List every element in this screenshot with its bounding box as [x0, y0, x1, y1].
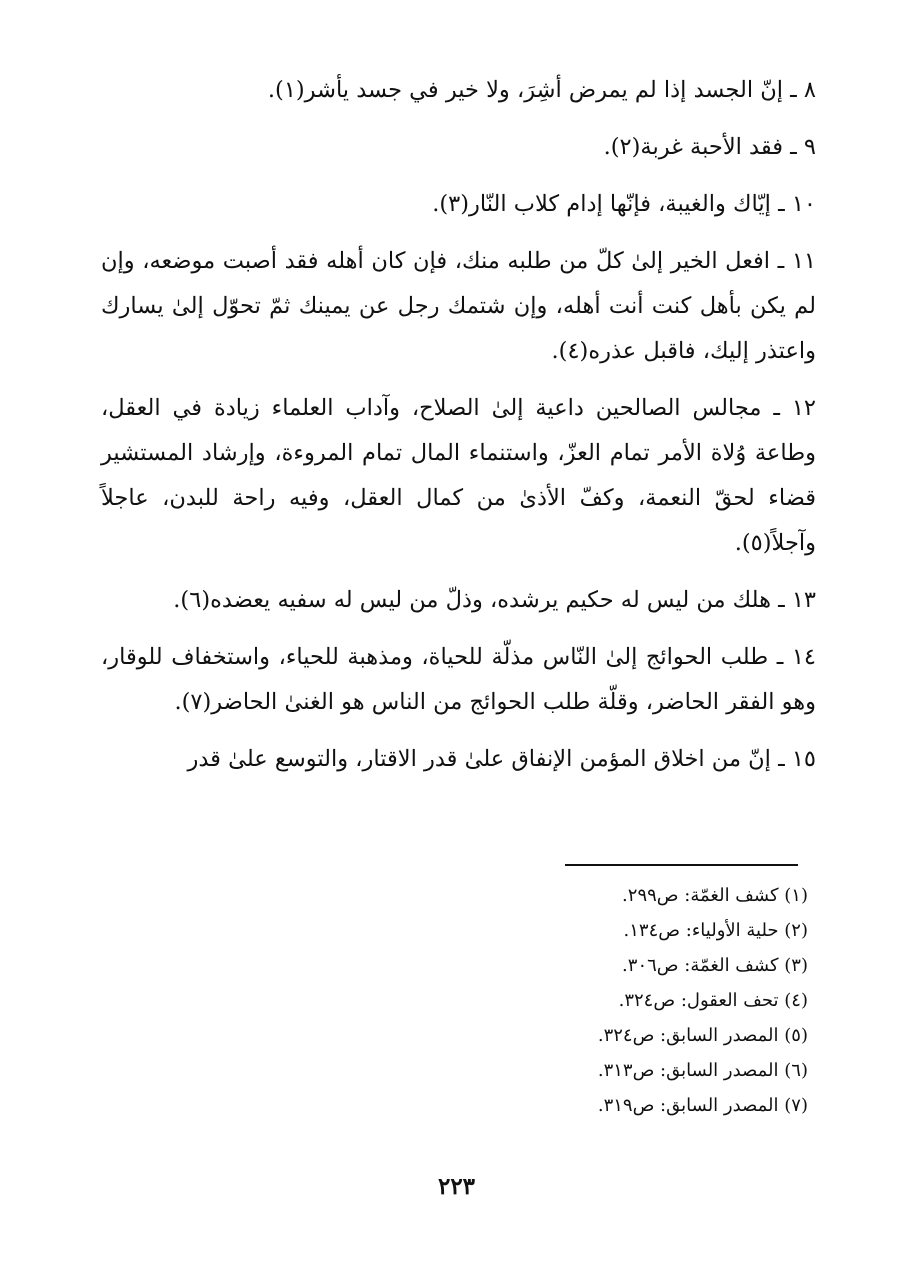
- saying-15: ١٥ ـ إنّ من اخلاق المؤمن الإنفاق علىٰ قدر الاقتار، والتوسع علىٰ قدر: [187, 746, 816, 772]
- footnote-7: (٧) المصدر السابق: ص٣١٩.: [597, 1095, 808, 1116]
- saying-11: ١١ ـ افعل الخير إلىٰ كلّ من طلبه منك، فإن كان أهله فقد أصبت موضعه، وإن لم يكن بأهل كنت أنت أهله، وإن شتمك رجل عن يمينك ثمّ تحوّل إلىٰ يسارك واعتذر إليك، فاقبل عذره(٤).: [101, 248, 816, 364]
- saying-9: ٩ ـ فقد الأحبة غربة(٢).: [603, 134, 816, 160]
- saying-12: ١٢ ـ مجالس الصالحين داعية إلىٰ الصلاح، وآداب العلماء زيادة في العقل، وطاعة وُلاة الأمر تمام العزّ، واستنماء المال تمام المروءة، وإرشاد المستشير قضاء لحقّ النعمة، وكفّ الأذىٰ من كمال العقل، وفيه راحة للبدن، عاجلاً وآجلاً(٥).: [101, 395, 816, 556]
- footnotes-list: [408, 878, 808, 1123]
- page-number: ٢٢٣: [437, 1173, 476, 1200]
- saying-14: ١٤ ـ طلب الحوائج إلىٰ النّاس مذلّة للحياة، ومذهبة للحياء، واستخفاف للوقار، وهو الفقر الحاضر، وقلّة طلب الحوائج من الناس هو الغنىٰ الحاضر(٧).: [101, 644, 816, 715]
- footnote-3: (٣) كشف الغمّة: ص٣٠٦.: [622, 955, 808, 976]
- footnote-4: (٤) تحف العقول: ص٣٢٤.: [618, 990, 808, 1011]
- saying-8: ٨ ـ إنّ الجسد إذا لم يمرض أشِرَ، ولا خير في جسد يأشر(١).: [267, 77, 816, 103]
- footnote-1: (١) كشف الغمّة: ص٢٩٩.: [622, 885, 808, 906]
- footnote-2: (٢) حلية الأولياء: ص١٣٤.: [623, 920, 808, 941]
- saying-10: ١٠ ـ إيّاك والغيبة، فإنّها إدام كلاب النّار(٣).: [432, 191, 816, 217]
- footnote-5: (٥) المصدر السابق: ص٣٢٤.: [597, 1025, 808, 1046]
- footnote-6: (٦) المصدر السابق: ص٣١٣.: [597, 1060, 808, 1081]
- saying-13: ١٣ ـ هلك من ليس له حكيم يرشده، وذلّ من ليس له سفيه يعضده(٦).: [173, 587, 816, 613]
- footnote-divider: [565, 864, 798, 866]
- main-text-body: [101, 68, 816, 794]
